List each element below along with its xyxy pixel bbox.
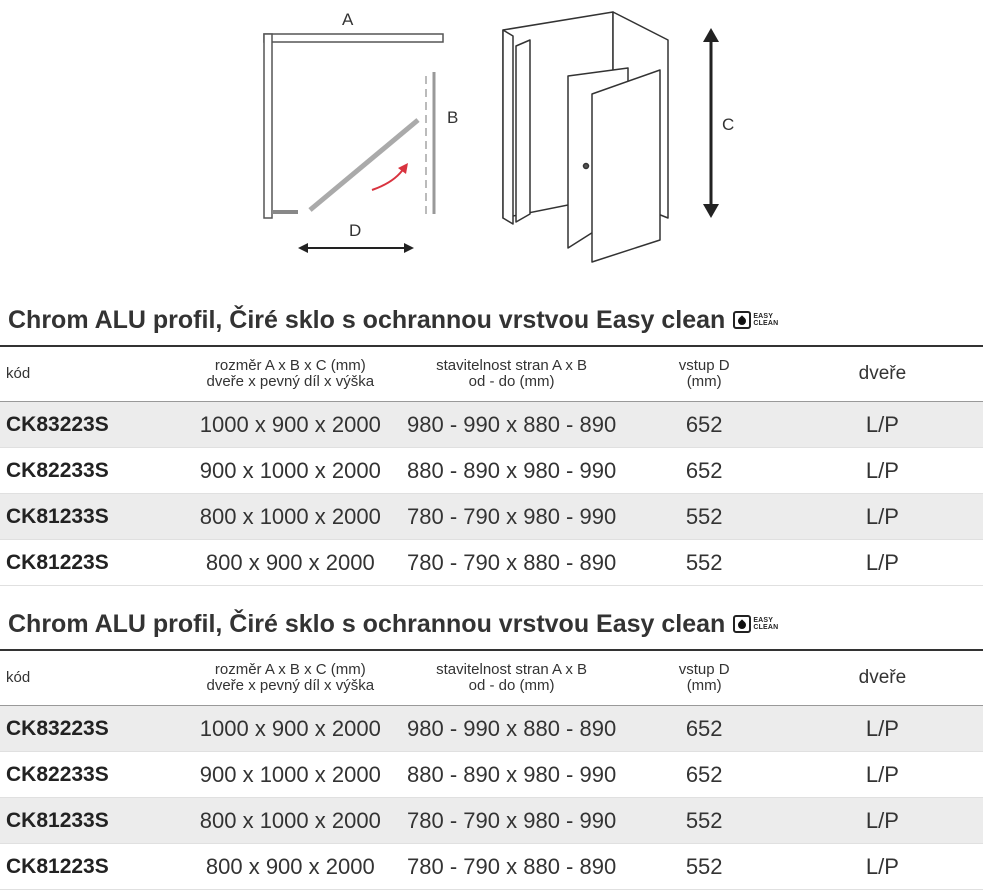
product-diagrams xyxy=(0,0,983,280)
header-dimensions: rozměr A x B x C (mm) dveře x pevný díl x výška xyxy=(184,346,397,402)
cell-door: L/P xyxy=(782,402,983,448)
cell-dimensions: 800 x 900 x 2000 xyxy=(184,540,397,586)
table-row xyxy=(0,402,983,448)
door-panel-open xyxy=(310,120,418,210)
cell-dimensions: 900 x 1000 x 2000 xyxy=(184,752,397,798)
label-c: C xyxy=(722,115,735,134)
table-header-row xyxy=(0,346,983,402)
cell-code: CK81223S xyxy=(0,844,184,890)
top-profile xyxy=(264,34,443,42)
cell-door: L/P xyxy=(782,494,983,540)
header-door: dveře xyxy=(782,650,983,706)
table-row xyxy=(0,798,983,844)
table-row xyxy=(0,448,983,494)
cell-code: CK81233S xyxy=(0,798,184,844)
cell-adjust: 780 - 790 x 980 - 990 xyxy=(397,494,627,540)
label-b: B xyxy=(447,108,459,127)
diagram-svg xyxy=(0,0,983,280)
cell-dimensions: 800 x 1000 x 2000 xyxy=(184,494,397,540)
section-title-text: Chrom ALU profil, Čiré sklo s ochrannou vrstvou Easy clean xyxy=(8,609,726,638)
cell-entry: 652 xyxy=(627,706,782,752)
header-entry: vstup D (mm) xyxy=(627,346,782,402)
cell-dimensions: 1000 x 900 x 2000 xyxy=(184,402,397,448)
water-drop-icon xyxy=(733,311,751,329)
label-d: D xyxy=(349,221,362,240)
cell-entry: 552 xyxy=(627,540,782,586)
cell-adjust: 880 - 890 x 980 - 990 xyxy=(397,448,627,494)
cell-adjust: 780 - 790 x 880 - 890 xyxy=(397,844,627,890)
table-row xyxy=(0,706,983,752)
c-dimension xyxy=(703,28,734,218)
door-handle xyxy=(584,164,589,169)
cell-dimensions: 800 x 900 x 2000 xyxy=(184,844,397,890)
cell-door: L/P xyxy=(782,540,983,586)
perspective-diagram xyxy=(503,12,668,262)
cell-code: CK81223S xyxy=(0,540,184,586)
cell-dimensions: 800 x 1000 x 2000 xyxy=(184,798,397,844)
cell-door: L/P xyxy=(782,752,983,798)
cell-door: L/P xyxy=(782,844,983,890)
left-wall xyxy=(264,34,272,218)
table-row xyxy=(0,494,983,540)
cell-adjust: 980 - 990 x 880 - 890 xyxy=(397,706,627,752)
table-row xyxy=(0,752,983,798)
label-a: A xyxy=(342,10,354,29)
cell-entry: 652 xyxy=(627,402,782,448)
header-dimensions: rozměr A x B x C (mm) dveře x pevný díl x výška xyxy=(184,650,397,706)
section-title xyxy=(8,607,778,641)
cell-entry: 552 xyxy=(627,844,782,890)
spec-table xyxy=(0,649,983,890)
cell-adjust: 980 - 990 x 880 - 890 xyxy=(397,402,627,448)
header-door: dveře xyxy=(782,346,983,402)
cell-dimensions: 900 x 1000 x 2000 xyxy=(184,448,397,494)
cell-code: CK81233S xyxy=(0,494,184,540)
cell-door: L/P xyxy=(782,798,983,844)
header-adjustability: stavitelnost stran A x B od - do (mm) xyxy=(397,650,627,706)
swing-arrow xyxy=(372,168,404,190)
header-entry: vstup D (mm) xyxy=(627,650,782,706)
cell-adjust: 780 - 790 x 980 - 990 xyxy=(397,798,627,844)
cell-entry: 652 xyxy=(627,448,782,494)
cell-entry: 552 xyxy=(627,494,782,540)
cell-code: CK83223S xyxy=(0,402,184,448)
water-drop-icon xyxy=(733,615,751,633)
easy-clean-badge: EASY CLEAN xyxy=(733,311,778,329)
cell-code: CK82233S xyxy=(0,752,184,798)
cell-door: L/P xyxy=(782,448,983,494)
cell-entry: 652 xyxy=(627,752,782,798)
header-code: kód xyxy=(0,346,184,402)
front-glass-panel xyxy=(592,70,660,262)
easy-clean-badge: EASY CLEAN xyxy=(733,615,778,633)
floor-plan-diagram xyxy=(264,10,458,253)
cell-code: CK83223S xyxy=(0,706,184,752)
cell-door: L/P xyxy=(782,706,983,752)
cell-adjust: 780 - 790 x 880 - 890 xyxy=(397,540,627,586)
table-row xyxy=(0,540,983,586)
table-header-row xyxy=(0,650,983,706)
section-title xyxy=(8,303,778,337)
cell-code: CK82233S xyxy=(0,448,184,494)
header-adjustability: stavitelnost stran A x B od - do (mm) xyxy=(397,346,627,402)
header-code: kód xyxy=(0,650,184,706)
left-glass-panel xyxy=(516,40,530,222)
section-title-text: Chrom ALU profil, Čiré sklo s ochrannou vrstvou Easy clean xyxy=(8,305,726,334)
cell-dimensions: 1000 x 900 x 2000 xyxy=(184,706,397,752)
cell-entry: 552 xyxy=(627,798,782,844)
spec-table xyxy=(0,345,983,586)
cell-adjust: 880 - 890 x 980 - 990 xyxy=(397,752,627,798)
